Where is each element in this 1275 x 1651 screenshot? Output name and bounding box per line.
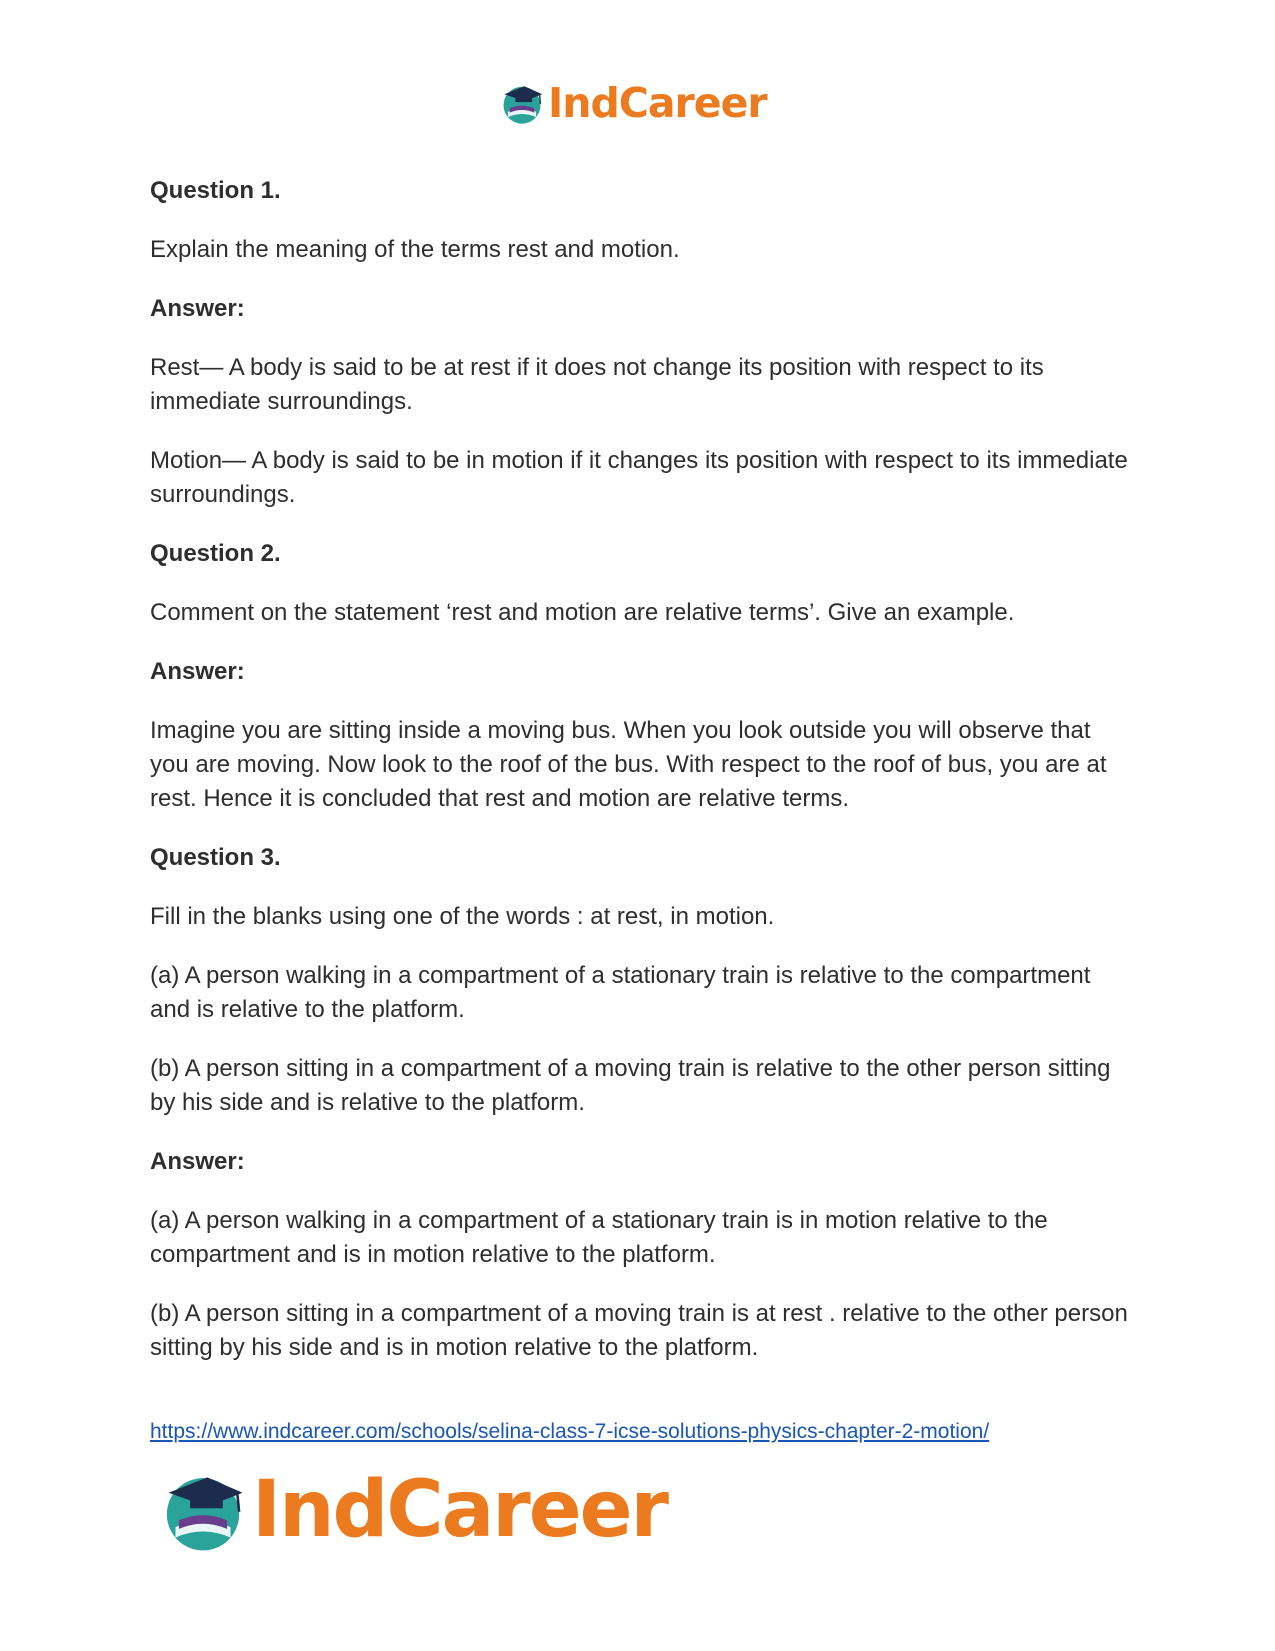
document-body: [150, 174, 1130, 1365]
paragraph: Rest— A body is said to be at rest if it does not change its position with respect to its immediate surroundings.: [150, 354, 1044, 415]
paragraph: Fill in the blanks using one of the words : at rest, in motion.: [150, 903, 775, 930]
graduation-cap-book-icon: [500, 81, 544, 125]
paragraph: (a) A person walking in a compartment of a stationary train is relative to the compartment and is relative to the platform.: [150, 962, 1091, 1023]
paragraph: Explain the meaning of the terms rest and motion.: [150, 236, 680, 263]
section-heading: Question 3.: [150, 844, 281, 871]
section-heading: Answer:: [150, 1148, 245, 1175]
source-link[interactable]: https://www.indcareer.com/schools/selina-class-7-icse-solutions-physics-chapter-2-motion/: [150, 1420, 990, 1443]
section-heading: Answer:: [150, 295, 245, 322]
section-heading: Question 1.: [150, 177, 281, 204]
paragraph: (b) A person sitting in a compartment of a moving train is at rest . relative to the other person sitting by his side and is in motion relative to the platform.: [150, 1300, 1128, 1361]
paragraph: Comment on the statement ‘rest and motion are relative terms’. Give an example.: [150, 599, 1015, 626]
paragraph: Imagine you are sitting inside a moving bus. When you look outside you will observe that you are moving. Now look to the roof of the bus. With respect to the roof of bus, you are at rest. Hence it is concluded that rest and motion are relative terms.: [150, 717, 1107, 812]
graduation-cap-book-icon: [160, 1467, 246, 1553]
header-logo: [500, 80, 767, 126]
paragraph: Motion— A body is said to be in motion if it changes its position with respect to its immediate surroundings.: [150, 447, 1128, 508]
section-heading: Answer:: [150, 658, 245, 685]
footer-logo: [160, 1465, 667, 1555]
brand-wordmark: IndCareer: [252, 1465, 667, 1555]
brand-wordmark: IndCareer: [548, 78, 767, 127]
paragraph: (b) A person sitting in a compartment of a moving train is relative to the other person sitting by his side and is relative to the platform.: [150, 1055, 1111, 1116]
section-heading: Question 2.: [150, 540, 281, 567]
paragraph: (a) A person walking in a compartment of a stationary train is in motion relative to the compartment and is in motion relative to the platform.: [150, 1207, 1048, 1268]
